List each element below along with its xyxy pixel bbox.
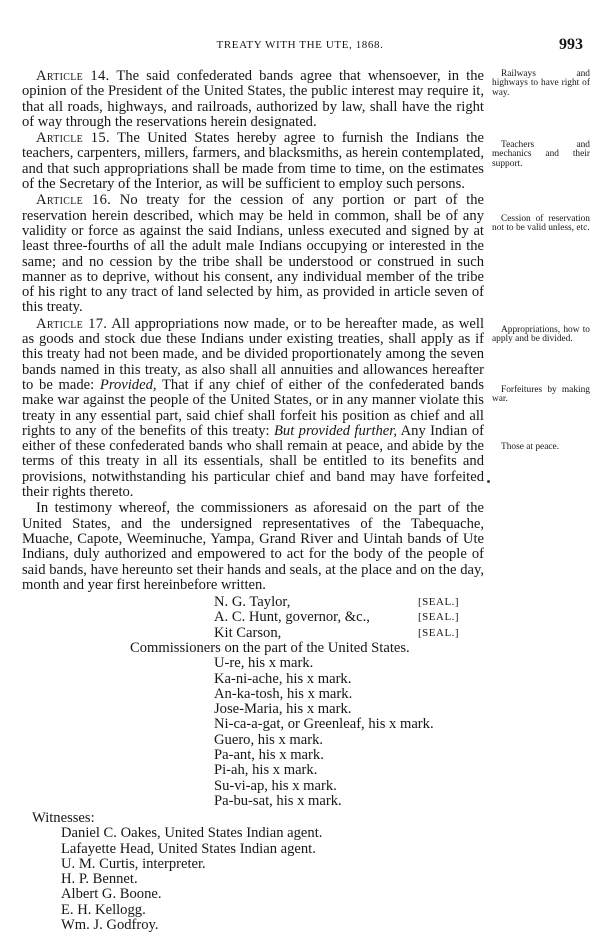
signer-name: A. C. Hunt, governor, &c., [214, 609, 370, 626]
witnesses-label: Witnesses: [32, 810, 95, 826]
treaty-body [22, 69, 484, 809]
article-label: Article 16. [36, 192, 112, 209]
signer-mark: An-ka-tosh, his x mark. [214, 685, 353, 702]
commissioners-signatures [22, 595, 484, 656]
testimony-paragraph: In testimony whereof, the commissioners as aforesaid on the part of the United States, and the undersigned representatives of the Tabequache, Muache, Capote, Weeminuche, Yampa, Grand River and Uintah bands of Ute Indians, duly authorized and empowered to act for the body of the people of said bands, have hereunto set their hands and seals, at the place and on the day, month and year first hereinbefore written. [22, 500, 484, 593]
margin-note: Forfeitures by making war. [492, 385, 590, 405]
margin-note: Appropriations, how to apply and be divided. [492, 325, 590, 345]
witness-name: E. H. Kellogg. [61, 901, 146, 918]
signer-mark: Pi-ah, his x mark. [214, 762, 318, 779]
proviso-italic: But provided further, [274, 422, 397, 439]
signer-mark: Pa-ant, his x mark. [214, 747, 324, 764]
signer-mark: Ka-ni-ache, his x mark. [214, 670, 352, 687]
article-text: The said confederated bands agree that whensoever, in the opinion of the President of the United States, the public interest may require it, that all roads, highways, and railroads, authorized by law, shall have the right of way through the reservations herein designated. [22, 68, 485, 130]
margin-note: Those at peace. [501, 442, 560, 452]
signer-mark: Su-vi-ap, his x mark. [214, 777, 337, 794]
article-text: Any Indian of either of these confederated bands who shall remain at peace, and abide by the terms of this treaty in all its essentials, shall be entitled to its benefits and provisions, notwithstanding his particular chief and band may have forfeited their rights thereto. [22, 422, 484, 501]
seal-mark: [SEAL.] [418, 611, 460, 624]
signature-line [22, 626, 484, 641]
witnesses-block [32, 811, 452, 933]
seal-mark: [SEAL.] [418, 596, 460, 609]
article-label: Article 17. [36, 315, 108, 332]
article-label: Article 14. [36, 68, 110, 84]
print-speck [487, 480, 490, 483]
running-title: TREATY WITH THE UTE, 1868. [216, 39, 384, 51]
seal-mark: [SEAL.] [418, 626, 460, 639]
page-header [0, 36, 600, 55]
witness-name: Albert G. Boone. [61, 886, 162, 903]
article-text: No treaty for the cession of any portion or part of the reservation herein described, which may be held in common, shall be of any validity or force as against the said Indians, unless executed and signed by at least three-fourths of all the adult male Indians occupying or interested in the same; and no cession by the tribe shall be understood or construed in such manner as to deprive, without his consent, any individual member of the tribe of his right to any tract of land selected by him, as provided in article seven of this treaty. [22, 192, 484, 316]
witness-name: Wm. J. Godfroy. [61, 917, 159, 934]
signer-mark: Guero, his x mark. [214, 731, 324, 748]
signer-mark: U-re, his x mark. [214, 655, 314, 672]
signature-line [22, 610, 484, 625]
signer-name: N. G. Taylor, [214, 594, 291, 611]
signer-mark: Jose-Maria, his x mark. [214, 701, 352, 718]
witness-name: U. M. Curtis, interpreter. [61, 855, 206, 872]
witness-name: Daniel C. Oakes, United States Indian agent. [61, 825, 323, 842]
witness-name: Lafayette Head, United States Indian agent. [61, 840, 316, 857]
article-16 [22, 193, 484, 315]
signer-name: Kit Carson, [214, 624, 282, 641]
signature-line [22, 595, 484, 610]
article-15 [22, 131, 484, 192]
article-14 [22, 69, 484, 130]
indian-signatures [22, 656, 484, 809]
article-text: The United States hereby agree to furnish the Indians the teachers, carpenters, millers, farmers, and blacksmiths, as herein contemplated, and that such appropriations shall be made from time to time, on the estimates of the Secretary of the Interior, as will be sufficient to employ such persons. [22, 130, 484, 193]
page-number: 993 [559, 36, 583, 53]
commissioners-caption: Commissioners on the part of the United States. [130, 639, 410, 656]
margin-note: Teachers and mechanics and their support. [492, 140, 590, 169]
witness-name: H. P. Bennet. [61, 871, 138, 888]
signer-mark: Ni-ca-a-gat, or Greenleaf, his x mark. [214, 716, 434, 733]
article-17 [22, 317, 484, 501]
article-label: Article 15. [36, 130, 110, 147]
signer-mark: Pa-bu-sat, his x mark. [214, 792, 342, 809]
margin-note: Cession of reservation not to be valid unless, etc. [492, 214, 590, 234]
margin-note: Railways and highways to have right of way. [492, 69, 590, 98]
article-text: All appropriations now made, or to be hereafter made, as well as goods and stock due these Indians under existing treaties, shall apply as if this treaty had not been made, and be divided proportionately among the seven bands named in this treaty, as also shall all annuities and allowances hereafter to be made: [22, 315, 485, 393]
proviso-italic: Provided, [99, 376, 157, 393]
article-text: That if any chief of either of the confederated bands make war against the people of the United States, or in any manner violate this treaty in any essential part, said chief shall forfeit his position as chief and all rights to any of the benefits of this treaty: [22, 376, 484, 439]
